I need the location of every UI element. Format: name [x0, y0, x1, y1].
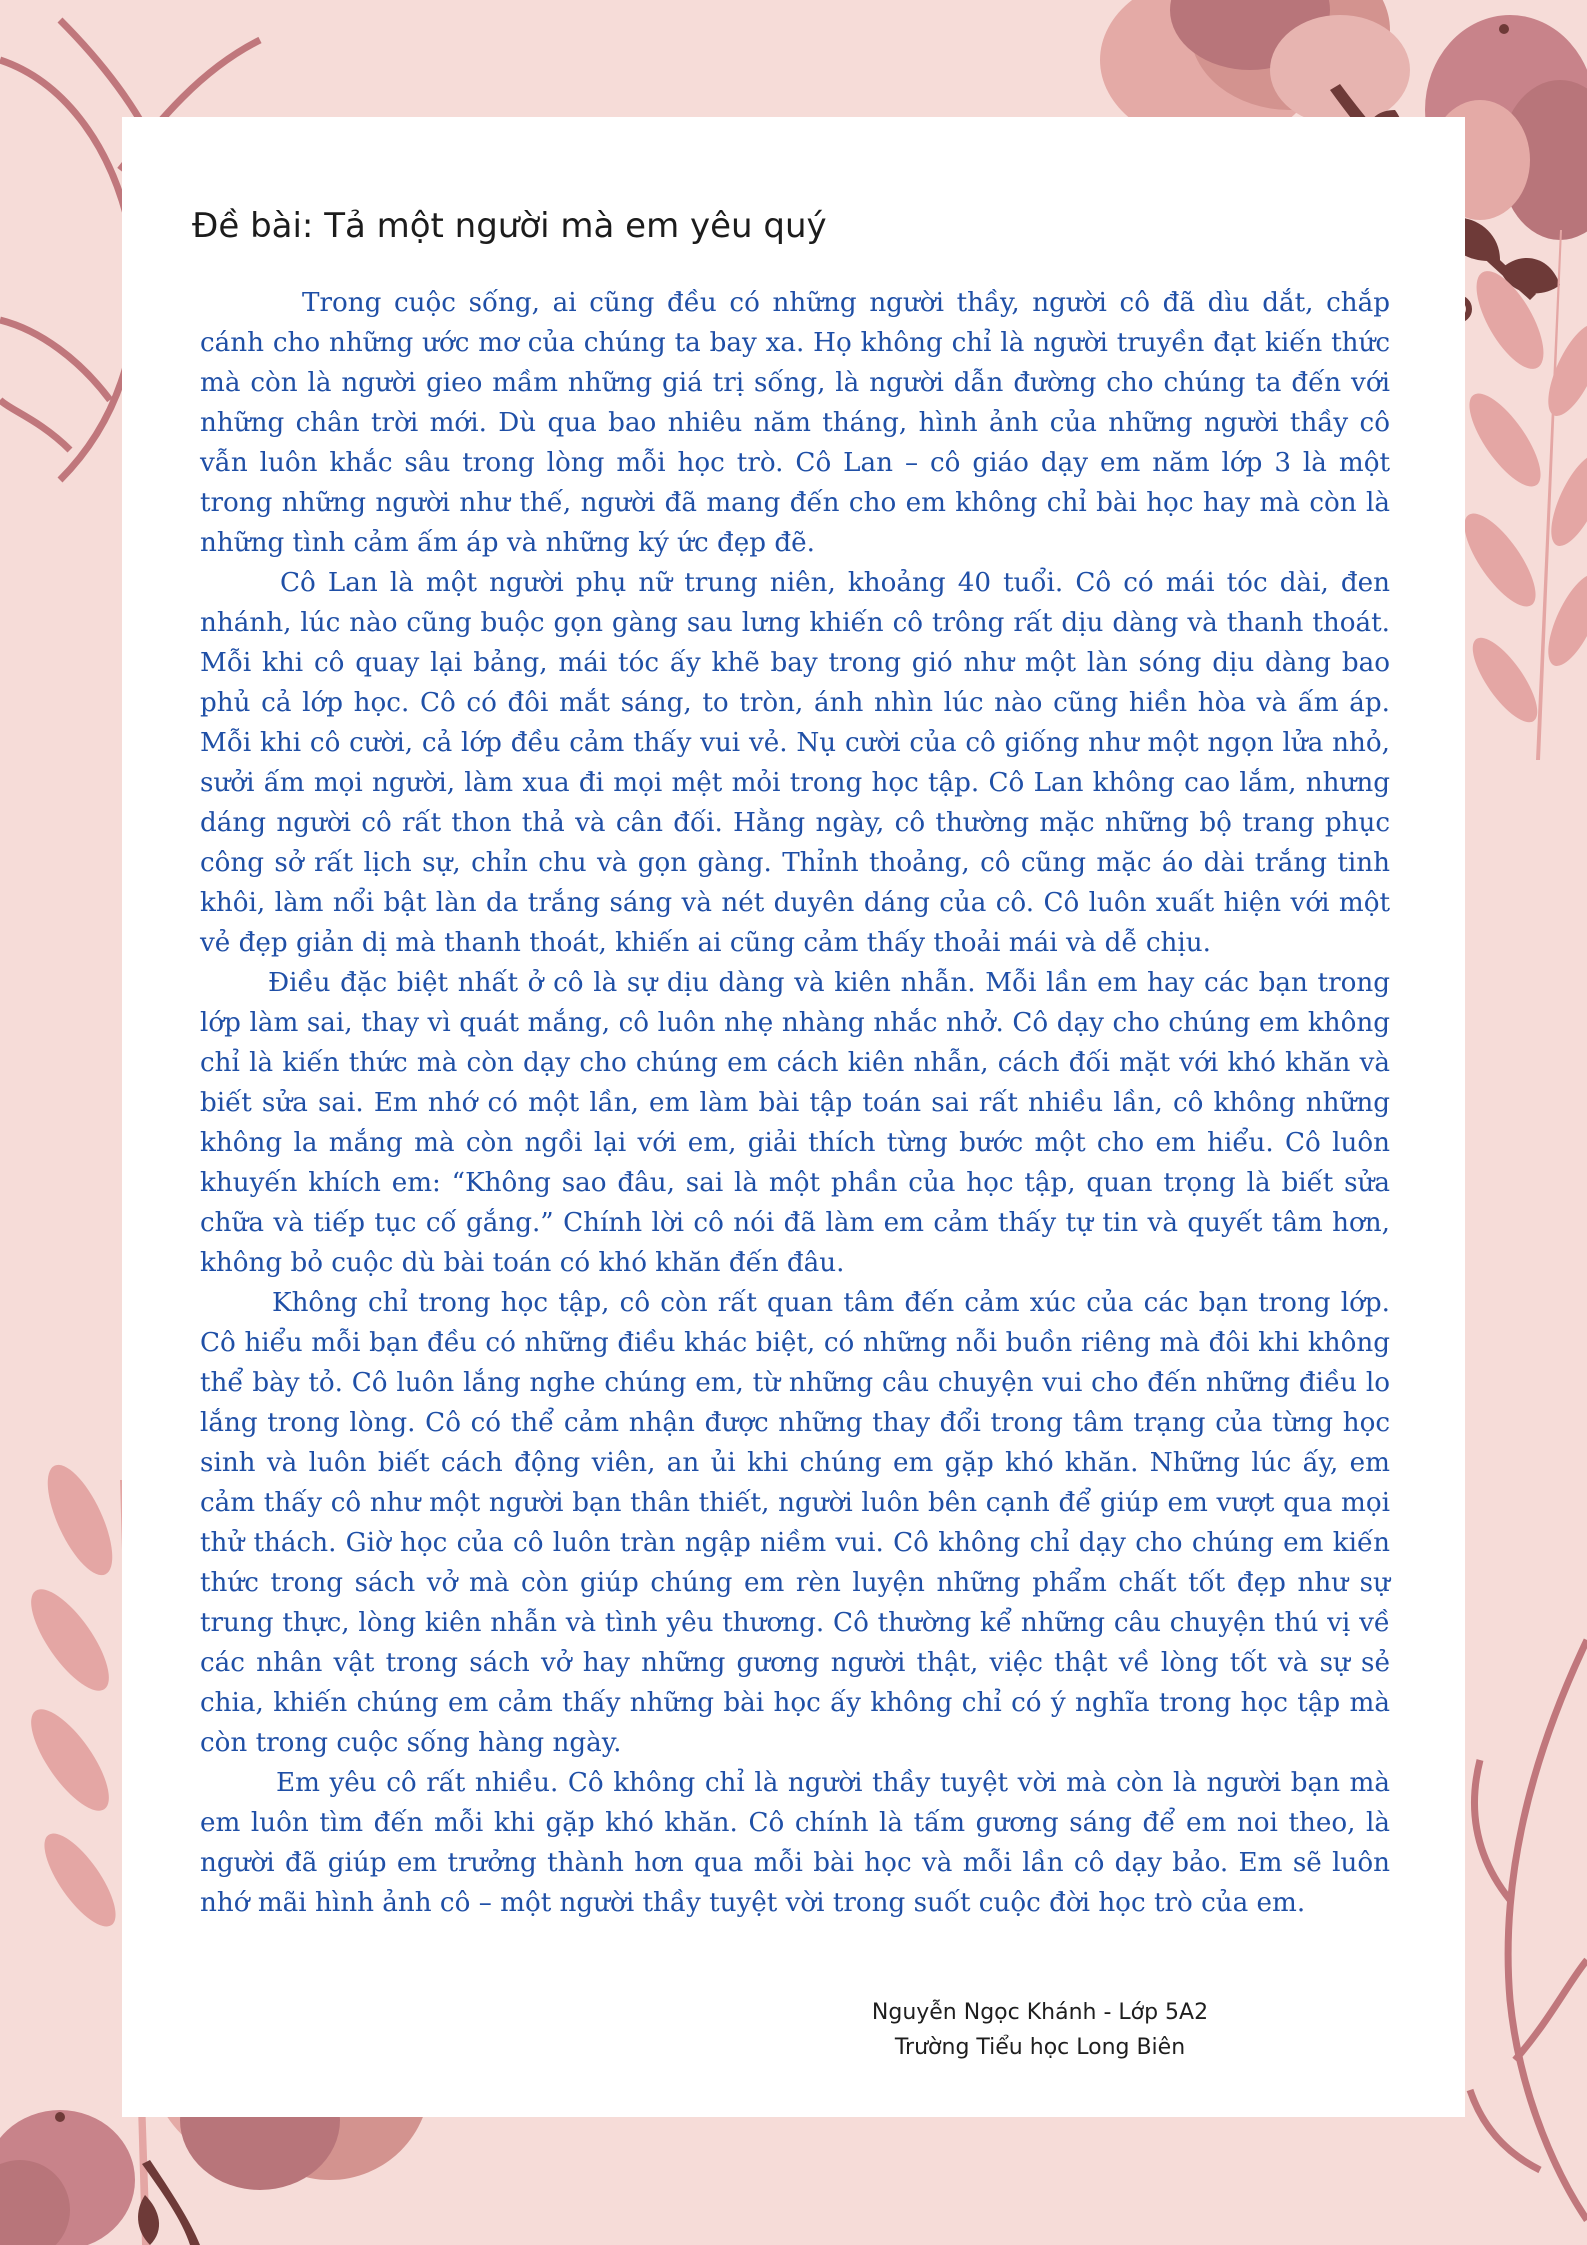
flower-icon [0, 2110, 135, 2245]
essay-paragraph-care: Không chỉ trong học tập, cô còn rất quan tâm đến cảm xúc của các bạn trong lớp. Cô hiểu mỗi bạn đều có những điều khác biệt, có những nỗi buồn riêng mà đôi khi không thể bày tỏ. Cô luôn lắng nghe chúng em, từ những câu chuyện vui cho đến những điều lo lắng trong lòng. Cô có thể cảm nhận được những thay đổi trong tâm trạng của từng học sinh và luôn biết cách động viên, an ủi khi chúng em gặp khó khăn. Những lúc ấy, em cảm thấy cô như một người bạn thân thiết, người luôn bên cạnh để giúp em vượt qua mọi thử thách. Giờ học của cô luôn tràn ngập niềm vui. Cô không chỉ dạy cho chúng em kiến thức trong sách vở mà còn giúp chúng em rèn luyện những phẩm chất tốt đẹp như sự trung thực, lòng kiên nhẫn và tình yêu thương. Cô thường kể những câu chuyện thú vị về các nhân vật trong sách vở hay những gương người thật, việc thật về lòng tốt và sự sẻ chia, khiến chúng em cảm thấy những bài học ấy không chỉ có ý nghĩa trong học tập mà còn trong cuộc sống hàng ngày. [200, 1288, 1390, 1758]
essay-body [200, 283, 1390, 1923]
leaf-branch-icon [1452, 230, 1587, 760]
assignment-title: Đề bài: Tả một người mà em yêu quý [192, 206, 827, 246]
essay-paragraph-patience: Điều đặc biệt nhất ở cô là sự dịu dàng và kiên nhẫn. Mỗi lần em hay các bạn trong lớp làm sai, thay vì quát mắng, cô luôn nhẹ nhàng nhắc nhở. Cô dạy cho chúng em không chỉ là kiến thức mà còn dạy cho chúng em cách kiên nhẫn, cách đối mặt với khó khăn và biết sửa sai. Em nhớ có một lần, em làm bài tập toán sai rất nhiều lần, cô không những không la mắng mà còn ngồi lại với em, giải thích từng bước một cho em hiểu. Cô luôn khuyến khích em: “Không sao đâu, sai là một phần của học tập, quan trọng là biết sửa chữa và tiếp tục cố gắng.” Chính lời cô nói đã làm em cảm thấy tự tin và quyết tâm hơn, không bỏ cuộc dù bài toán có khó khăn đến đâu. [200, 968, 1390, 1278]
essay-paragraph-appearance: Cô Lan là một người phụ nữ trung niên, khoảng 40 tuổi. Cô có mái tóc dài, đen nhánh, lúc nào cũng buộc gọn gàng sau lưng khiến cô trông rất dịu dàng và thanh thoát. Mỗi khi cô quay lại bảng, mái tóc ấy khẽ bay trong gió như một làn sóng dịu dàng bao phủ cả lớp học. Cô có đôi mắt sáng, to tròn, ánh nhìn lúc nào cũng hiền hòa và ấm áp. Mỗi khi cô cười, cả lớp đều cảm thấy vui vẻ. Nụ cười của cô giống như một ngọn lửa nhỏ, sưởi ấm mọi người, làm xua đi mọi mệt mỏi trong học tập. Cô Lan không cao lắm, nhưng dáng người cô rất thon thả và cân đối. Hằng ngày, cô thường mặc những bộ trang phục công sở rất lịch sự, chỉn chu và gọn gàng. Thỉnh thoảng, cô cũng mặc áo dài trắng tinh khôi, làm nổi bật làn da trắng sáng và nét duyên dáng của cô. Cô luôn xuất hiện với một vẻ đẹp giản dị mà thanh thoát, khiến ai cũng cảm thấy thoải mái và dễ chịu. [200, 568, 1390, 958]
leaf-branch-icon [1470, 1640, 1587, 2220]
author-name-class: Nguyễn Ngọc Khánh - Lớp 5A2 [871, 2000, 1209, 2025]
author-school: Trường Tiểu học Long Biên [894, 2035, 1186, 2060]
author-signature [800, 1995, 1280, 2065]
essay-paragraph-conclusion: Em yêu cô rất nhiều. Cô không chỉ là người thầy tuyệt vời mà còn là người bạn mà em luôn tìm đến mỗi khi gặp khó khăn. Cô chính là tấm gương sáng để em noi theo, là người đã giúp em trưởng thành hơn qua mỗi bài học và mỗi lần cô dạy bảo. Em sẽ luôn nhớ mãi hình ảnh cô – một người thầy tuyệt vời trong suốt cuộc đời học trò của em. [200, 1768, 1390, 1918]
essay-paragraph-intro: Trong cuộc sống, ai cũng đều có những người thầy, người cô đã dìu dắt, chắp cánh cho những ước mơ của chúng ta bay xa. Họ không chỉ là người truyền đạt kiến thức mà còn là người gieo mầm những giá trị sống, là người dẫn đường cho chúng ta đến với những chân trời mới. Dù qua bao nhiêu năm tháng, hình ảnh của những người thầy cô vẫn luôn khắc sâu trong lòng mỗi học trò. Cô Lan – cô giáo dạy em năm lớp 3 là một trong những người như thế, người đã mang đến cho em không chỉ bài học hay mà còn là những tình cảm ấm áp và những ký ức đẹp đẽ. [200, 288, 1390, 558]
